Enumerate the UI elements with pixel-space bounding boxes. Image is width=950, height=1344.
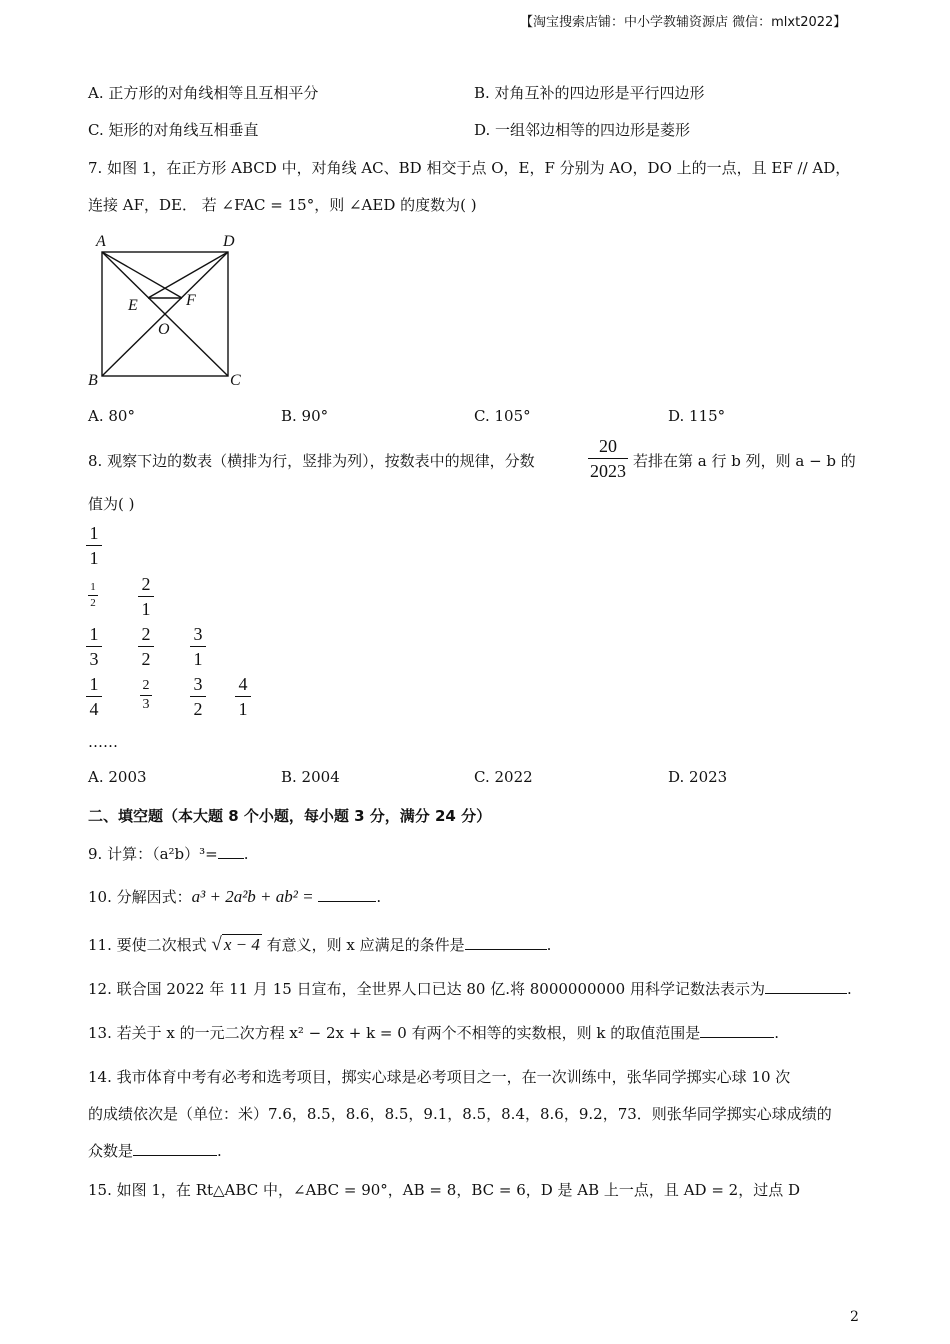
q10-expression: a³ + 2a²b + ab² = [191,887,314,906]
q15-line1: 15. 如图 1，在 Rt△ABC 中，∠ABC = 90°，AB = 8，BC = 6，D 是 AB 上一点，且 AD = 2，过点 D [88,1181,800,1199]
q11: 11. 要使二次根式 √ x − 4 有意义，则 x 应满足的条件是 . [88,934,552,955]
section-title: 二、填空题（本大题 8 个小题，每小题 3 分，满分 24 分） [88,807,492,825]
page-number: 2 [850,1309,859,1325]
label-e: E [128,297,138,314]
sqrt-sign: √ [211,934,222,955]
q8-stem-line2: 值为( ) [88,495,135,513]
q14-blank [133,1141,217,1156]
q10: 10. 分解因式：a³ + 2a²b + ab² = . [88,887,382,906]
q13-blank [700,1023,774,1038]
table-cell: 1 2 [88,582,98,609]
label-a: A [96,233,106,250]
q7-option-b: B. 90° [281,407,329,425]
q7-option-d: D. 115° [668,407,726,425]
q7-stem-line1: 7. 如图 1，在正方形 ABCD 中，对角线 AC、BD 相交于点 O，E，F 分别为 AO，DO 上的一点，且 EF // AD， [88,159,851,177]
q14-line2: 的成绩依次是（单位：米）7.6，8.5，8.6，8.5，9.1，8.5，8.4，8.6，9.2，73．则张华同学掷实心球成绩的 [88,1105,832,1123]
label-d: D [223,233,235,250]
label-b: B [88,372,98,389]
q9: 9. 计算：（a²b）³= . [88,845,249,863]
label-o: O [158,321,170,338]
q7-stem-line2: 连接 AF，DE． 若 ∠FAC = 15°，则 ∠AED 的度数为( ) [88,196,477,214]
q10-blank [318,887,376,902]
table-cell: 3 1 [190,625,206,668]
table-cell: 1 3 [86,625,102,668]
q7-option-a: A. 80° [88,407,135,425]
q8-fraction-den: 2023 [590,461,626,481]
table-cell: 1 4 [86,675,102,718]
q8-option-c: C. 2022 [474,768,533,786]
q6-option-a: A. 正方形的对角线相等且互相平分 [88,84,319,102]
q13: 13. 若关于 x 的一元二次方程 x² − 2x + k = 0 有两个不相等的实数根，则 k 的取值范围是 . [88,1024,779,1042]
q9-blank [218,844,244,859]
table-cell: 4 1 [235,675,251,718]
q12: 12. 联合国 2022 年 11 月 15 日宣布，全世界人口已达 80 亿.将 8000000000 用科学记数法表示为 . [88,980,852,998]
header-note: 【淘宝搜索店铺：中小学教辅资源店 微信：mlxt2022】 [520,15,847,30]
q11-blank [465,935,547,950]
table-cell: 2 2 [138,625,154,668]
q6-option-d: D. 一组邻边相等的四边形是菱形 [474,121,691,139]
q8-stem-pre: 8. 观察下边的数表（横排为行，竖排为列），按数表中的规律，分数 [88,452,535,470]
q8-fraction-num: 20 [599,436,617,456]
table-cell: 1 1 [86,524,102,567]
q8-stem-post: 若排在第 a 行 b 列，则 a − b 的 [633,452,856,470]
q8-fraction [588,437,628,480]
q8-option-a: A. 2003 [88,768,147,786]
q6-option-b: B. 对角互补的四边形是平行四边形 [474,84,705,102]
label-f: F [186,292,196,309]
q7-option-c: C. 105° [474,407,531,425]
q14-line1: 14. 我市体育中考有必考和选考项目，掷实心球是必考项目之一，在一次训练中，张华同学掷实心球 10 次 [88,1068,791,1086]
table-ellipsis: …… [88,733,118,751]
square-figure [88,228,258,393]
q12-blank [765,979,847,994]
table-cell: 3 2 [190,675,206,718]
q8-option-d: D. 2023 [668,768,728,786]
label-c: C [230,372,241,389]
q9-text: 9. 计算：（a²b）³= [88,845,218,863]
table-cell: 2 1 [138,575,154,618]
q6-option-c: C. 矩形的对角线互相垂直 [88,121,259,139]
table-cell: 2 3 [140,679,152,712]
q11-radicand: x − 4 [223,935,260,954]
q8-option-b: B. 2004 [281,768,340,786]
q14-line3: 众数是 . [88,1142,222,1160]
